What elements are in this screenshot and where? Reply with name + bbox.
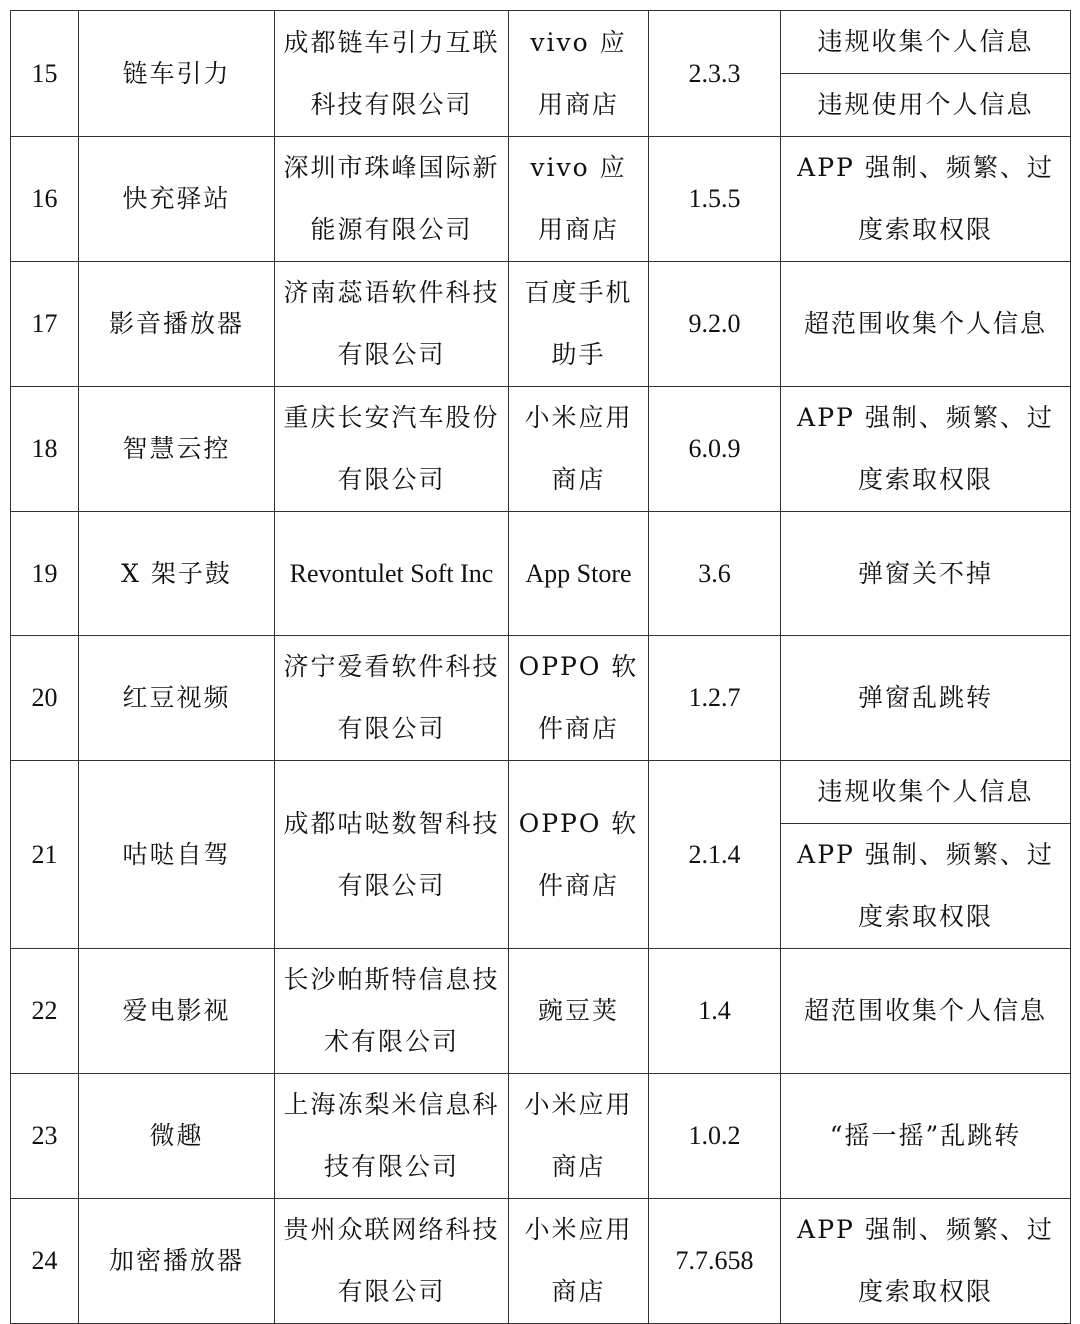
app-version: 1.5.5 bbox=[649, 137, 781, 262]
company-name: 贵州众联网络科技有限公司 bbox=[275, 1199, 509, 1324]
issue-cell: APP 强制、频繁、过度索取权限 bbox=[781, 824, 1071, 949]
table-row bbox=[11, 949, 1071, 1074]
app-store: 百度手机助手 bbox=[509, 262, 649, 387]
app-name: 微趣 bbox=[79, 1074, 275, 1199]
app-store: 小米应用商店 bbox=[509, 1199, 649, 1324]
app-version: 2.1.4 bbox=[649, 761, 781, 949]
issue-cell: 弹窗乱跳转 bbox=[781, 636, 1071, 761]
app-name: 加密播放器 bbox=[79, 1199, 275, 1324]
app-name: 咕哒自驾 bbox=[79, 761, 275, 949]
app-version: 9.2.0 bbox=[649, 262, 781, 387]
app-name: 红豆视频 bbox=[79, 636, 275, 761]
issue-cell: 违规收集个人信息 bbox=[781, 761, 1071, 824]
table-row bbox=[11, 11, 1071, 74]
company-name: 济南蕊语软件科技有限公司 bbox=[275, 262, 509, 387]
issue-cell: 超范围收集个人信息 bbox=[781, 262, 1071, 387]
app-name: 影音播放器 bbox=[79, 262, 275, 387]
app-name: 智慧云控 bbox=[79, 387, 275, 512]
table-row bbox=[11, 387, 1071, 512]
app-version: 1.4 bbox=[649, 949, 781, 1074]
app-store: 小米应用商店 bbox=[509, 387, 649, 512]
app-store: vivo 应用商店 bbox=[509, 11, 649, 137]
row-number: 19 bbox=[11, 512, 79, 636]
issue-cell: “摇一摇”乱跳转 bbox=[781, 1074, 1071, 1199]
company-name: 重庆长安汽车股份有限公司 bbox=[275, 387, 509, 512]
app-name: 快充驿站 bbox=[79, 137, 275, 262]
company-name: 成都咕哒数智科技有限公司 bbox=[275, 761, 509, 949]
app-name: 爱电影视 bbox=[79, 949, 275, 1074]
row-number: 20 bbox=[11, 636, 79, 761]
table-row bbox=[11, 262, 1071, 387]
company-name: 成都链车引力互联科技有限公司 bbox=[275, 11, 509, 137]
app-store: 小米应用商店 bbox=[509, 1074, 649, 1199]
app-store: App Store bbox=[509, 512, 649, 636]
app-violation-table bbox=[10, 10, 1071, 1324]
table-row bbox=[11, 636, 1071, 761]
app-version: 2.3.3 bbox=[649, 11, 781, 137]
issue-cell: 违规收集个人信息 bbox=[781, 11, 1071, 74]
table-row bbox=[11, 1074, 1071, 1199]
row-number: 18 bbox=[11, 387, 79, 512]
company-name: Revontulet Soft Inc bbox=[275, 512, 509, 636]
table-row bbox=[11, 1199, 1071, 1324]
row-number: 24 bbox=[11, 1199, 79, 1324]
app-name: 链车引力 bbox=[79, 11, 275, 137]
issue-cell: 违规使用个人信息 bbox=[781, 74, 1071, 137]
issue-cell: APP 强制、频繁、过度索取权限 bbox=[781, 1199, 1071, 1324]
table-row bbox=[11, 137, 1071, 262]
issue-cell: APP 强制、频繁、过度索取权限 bbox=[781, 387, 1071, 512]
row-number: 22 bbox=[11, 949, 79, 1074]
app-store: 豌豆荚 bbox=[509, 949, 649, 1074]
app-store: vivo 应用商店 bbox=[509, 137, 649, 262]
app-version: 1.0.2 bbox=[649, 1074, 781, 1199]
company-name: 济宁爱看软件科技有限公司 bbox=[275, 636, 509, 761]
row-number: 15 bbox=[11, 11, 79, 137]
table-row bbox=[11, 761, 1071, 824]
row-number: 21 bbox=[11, 761, 79, 949]
company-name: 上海冻梨米信息科技有限公司 bbox=[275, 1074, 509, 1199]
row-number: 17 bbox=[11, 262, 79, 387]
issue-cell: 弹窗关不掉 bbox=[781, 512, 1071, 636]
app-version: 1.2.7 bbox=[649, 636, 781, 761]
row-number: 16 bbox=[11, 137, 79, 262]
app-version: 3.6 bbox=[649, 512, 781, 636]
app-version: 6.0.9 bbox=[649, 387, 781, 512]
row-number: 23 bbox=[11, 1074, 79, 1199]
issue-cell: APP 强制、频繁、过度索取权限 bbox=[781, 137, 1071, 262]
table-row bbox=[11, 512, 1071, 636]
company-name: 深圳市珠峰国际新能源有限公司 bbox=[275, 137, 509, 262]
company-name: 长沙帕斯特信息技术有限公司 bbox=[275, 949, 509, 1074]
app-version: 7.7.658 bbox=[649, 1199, 781, 1324]
app-name: X 架子鼓 bbox=[79, 512, 275, 636]
app-store: OPPO 软件商店 bbox=[509, 636, 649, 761]
issue-cell: 超范围收集个人信息 bbox=[781, 949, 1071, 1074]
app-store: OPPO 软件商店 bbox=[509, 761, 649, 949]
